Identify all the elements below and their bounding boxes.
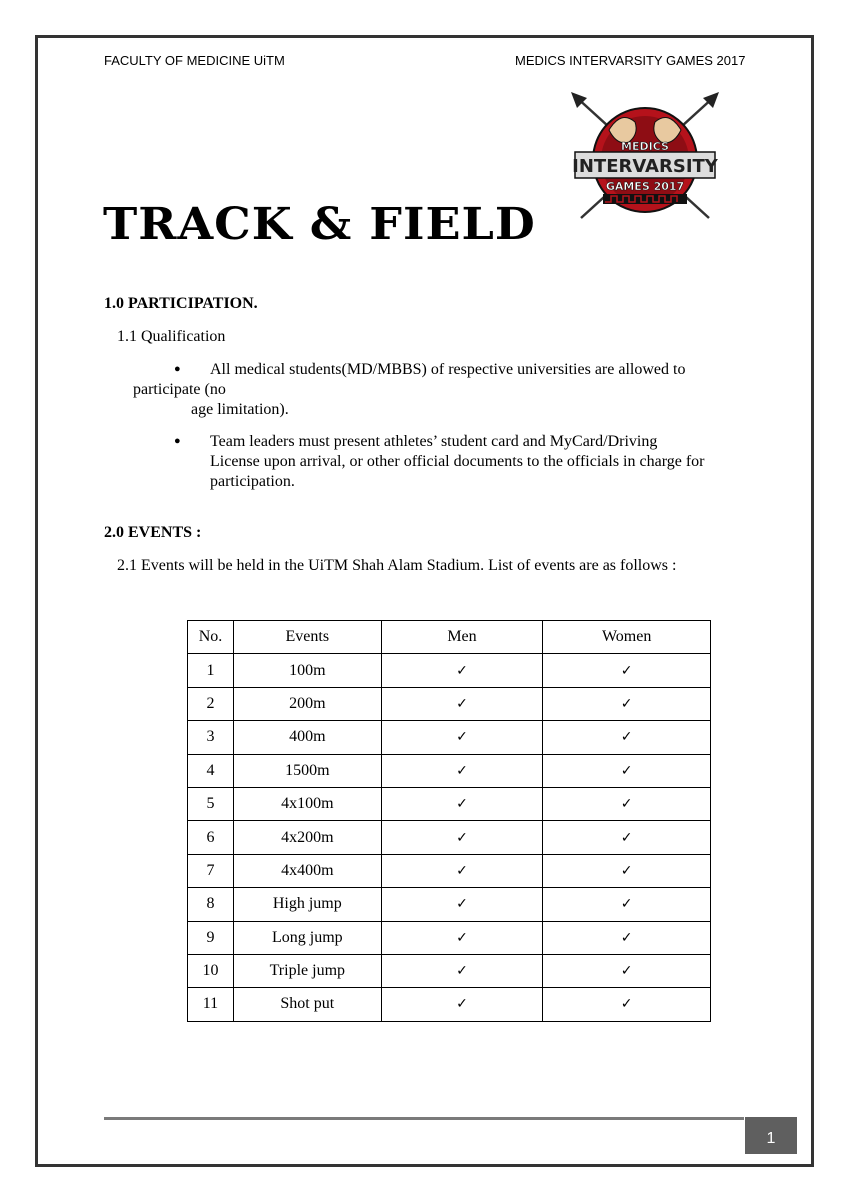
- men-check-icon: ✓: [381, 821, 543, 854]
- games-logo: [569, 90, 721, 222]
- section1-sub: 1.1 Qualification: [117, 328, 226, 345]
- row-event: Long jump: [233, 921, 381, 954]
- table-row: [188, 687, 711, 720]
- header-right: MEDICS INTERVARSITY GAMES 2017: [515, 53, 746, 68]
- men-check-icon: ✓: [381, 721, 543, 754]
- row-event: Triple jump: [233, 954, 381, 987]
- table-row: [188, 988, 711, 1021]
- table-row: [188, 888, 711, 921]
- table-row: [188, 821, 711, 854]
- bullet2-line2: License upon arrival, or other official documents to the officials in charge for: [210, 453, 705, 470]
- men-check-icon: ✓: [381, 754, 543, 787]
- bullet1-line3: age limitation).: [191, 401, 289, 418]
- men-check-icon: ✓: [381, 988, 543, 1021]
- row-no: 4: [188, 754, 234, 787]
- row-event: 4x400m: [233, 854, 381, 887]
- row-no: 11: [188, 988, 234, 1021]
- row-event: 200m: [233, 687, 381, 720]
- header-left: FACULTY OF MEDICINE UiTM: [104, 53, 285, 68]
- table-row: [188, 754, 711, 787]
- section1-heading: 1.0 PARTICIPATION.: [104, 295, 258, 312]
- header-men: Men: [381, 621, 543, 654]
- table-row: [188, 921, 711, 954]
- women-check-icon: ✓: [543, 954, 711, 987]
- men-check-icon: ✓: [381, 921, 543, 954]
- logo-bottom-text: GAMES 2017: [605, 180, 685, 193]
- section2-sub: 2.1 Events will be held in the UiTM Shah Alam Stadium. List of events are as follows :: [117, 557, 677, 574]
- women-check-icon: ✓: [543, 988, 711, 1021]
- row-event: 4x200m: [233, 821, 381, 854]
- row-no: 10: [188, 954, 234, 987]
- header-women: Women: [543, 621, 711, 654]
- bullet2-line3: participation.: [210, 473, 295, 490]
- women-check-icon: ✓: [543, 854, 711, 887]
- bullet1-line1: All medical students(MD/MBBS) of respective universities are allowed to: [210, 361, 686, 378]
- row-event: 4x100m: [233, 787, 381, 820]
- header-events: Events: [233, 621, 381, 654]
- table-header-row: [188, 621, 711, 654]
- row-event: High jump: [233, 888, 381, 921]
- section2-heading: 2.0 EVENTS :: [104, 524, 202, 541]
- footer-divider: [104, 1117, 744, 1120]
- table-row: [188, 787, 711, 820]
- table-body: [188, 654, 711, 1021]
- header-no: No.: [188, 621, 234, 654]
- row-no: 6: [188, 821, 234, 854]
- table-row: [188, 854, 711, 887]
- women-check-icon: ✓: [543, 687, 711, 720]
- row-no: 1: [188, 654, 234, 687]
- row-no: 9: [188, 921, 234, 954]
- row-no: 2: [188, 687, 234, 720]
- men-check-icon: ✓: [381, 654, 543, 687]
- women-check-icon: ✓: [543, 787, 711, 820]
- row-no: 5: [188, 787, 234, 820]
- row-no: 7: [188, 854, 234, 887]
- logo-main-text: INTERVARSITY: [572, 156, 718, 177]
- bullet1-line2: participate (no: [133, 381, 226, 398]
- row-event: Shot put: [233, 988, 381, 1021]
- women-check-icon: ✓: [543, 721, 711, 754]
- row-event: 400m: [233, 721, 381, 754]
- men-check-icon: ✓: [381, 954, 543, 987]
- men-check-icon: ✓: [381, 854, 543, 887]
- row-no: 3: [188, 721, 234, 754]
- women-check-icon: ✓: [543, 654, 711, 687]
- page-title: TRACK & FIELD: [103, 198, 536, 250]
- page-number: 1: [745, 1117, 797, 1154]
- row-event: 1500m: [233, 754, 381, 787]
- bullet-icon: ●: [174, 363, 181, 375]
- women-check-icon: ✓: [543, 888, 711, 921]
- table-row: [188, 654, 711, 687]
- women-check-icon: ✓: [543, 754, 711, 787]
- row-event: 100m: [233, 654, 381, 687]
- women-check-icon: ✓: [543, 821, 711, 854]
- men-check-icon: ✓: [381, 687, 543, 720]
- bullet-icon: ●: [174, 435, 181, 447]
- row-no: 8: [188, 888, 234, 921]
- women-check-icon: ✓: [543, 921, 711, 954]
- table-row: [188, 954, 711, 987]
- men-check-icon: ✓: [381, 787, 543, 820]
- bullet2-line1: Team leaders must present athletes’ student card and MyCard/Driving: [210, 433, 658, 450]
- logo-top-text: MEDICS: [621, 140, 669, 153]
- table-row: [188, 721, 711, 754]
- events-table: [187, 620, 711, 1022]
- men-check-icon: ✓: [381, 888, 543, 921]
